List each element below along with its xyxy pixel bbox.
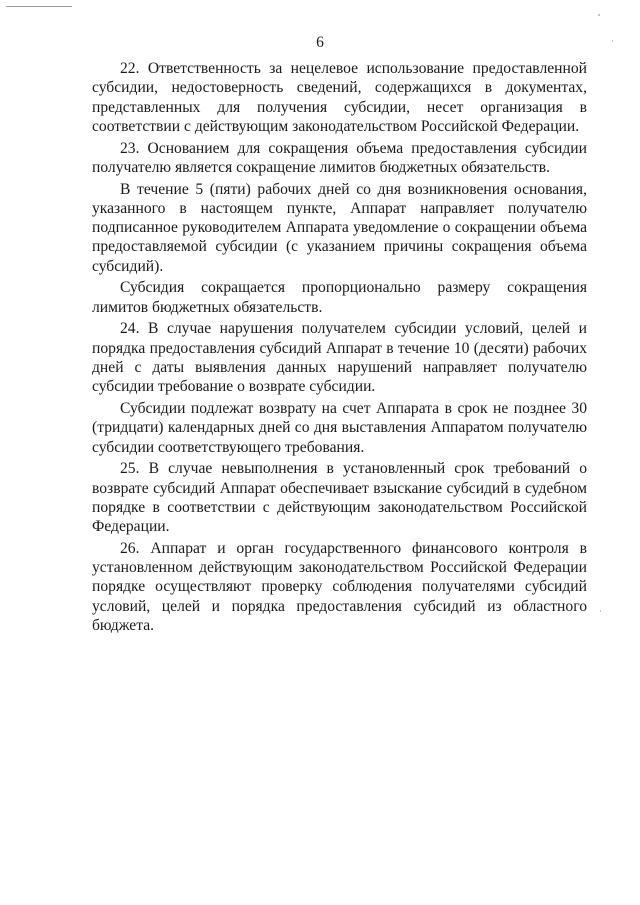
scan-artifact-line xyxy=(6,6,72,7)
scan-artifact-dot xyxy=(598,14,600,16)
page-number: 6 xyxy=(316,34,324,51)
paragraph-25: 25. В случае невыполнения в установленный срок требований о возврате субсидий Аппарат обеспечивает взыскание субсидий в судебном порядке в соответствии с действующим законодательством Российской Федерации. xyxy=(92,460,587,536)
scan-artifact-dot xyxy=(600,610,601,612)
paragraph-23-reduction: Субсидия сокращается пропорционально размеру сокращения лимитов бюджетных обязательств. xyxy=(92,279,587,316)
paragraph-24: 24. В случае нарушения получателем субсидии условий, целей и порядка предоставления субсидий Аппарат в течение 10 (десяти) рабочих дней с даты выявления данных нарушений направляет получателю субсидии требование о возврате субсидии. xyxy=(92,320,587,396)
paragraph-23: 23. Основанием для сокращения объема предоставления субсидии получателю является сокращение лимитов бюджетных обязательств. xyxy=(92,139,587,176)
paragraph-26: 26. Аппарат и орган государственного финансового контроля в установленном действующим законодательством Российской Федерации порядке осуществляют проверку соблюдения получателями субсидий условий, целей и порядка предоставления субсидий из областного бюджета. xyxy=(92,539,587,635)
paragraph-22: 22. Ответственность за нецелевое использование предоставленной субсидии, недостоверность сведений, содержащихся в документах, представленных для получения субсидии, несет организация в соответствии с действующим законодательством Российской Федерации. xyxy=(92,60,587,135)
paragraph-23-notice: В течение 5 (пяти) рабочих дней со дня возникновения основания, указанного в настоящем пункте, Аппарат направляет получателю подписанное руководителем Аппарата уведомление о сокращении объема предоставляемой субсидии (с указанием причины сокращения объема субсидий). xyxy=(92,180,587,275)
paragraph-24-refund: Субсидии подлежат возврату на счет Аппарата в срок не позднее 30 (тридцати) календарных дней со дня выставления Аппаратом получателю субсидии соответствующего требования. xyxy=(92,400,587,456)
document-body xyxy=(92,59,587,638)
